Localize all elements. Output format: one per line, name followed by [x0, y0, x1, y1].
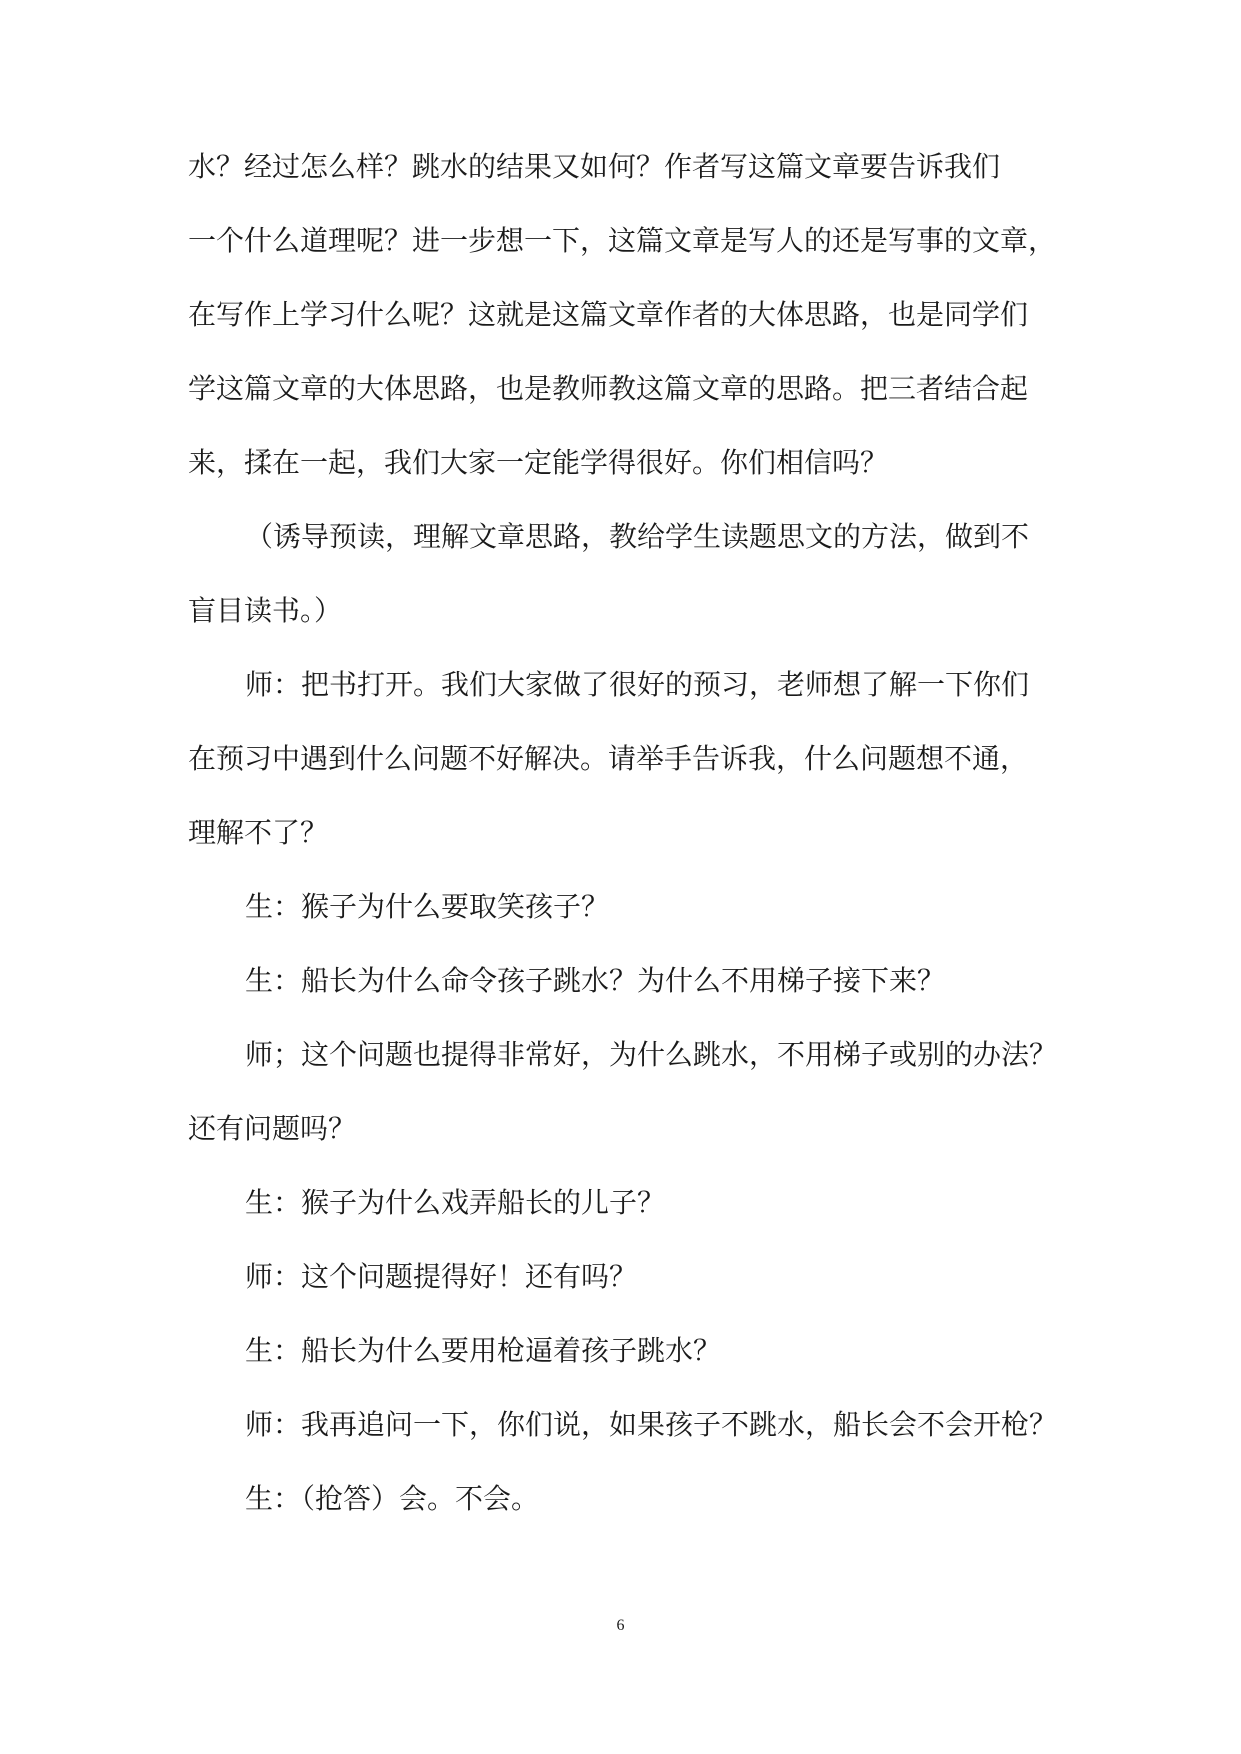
text-line: （诱导预读，理解文章思路，教给学生读题思文的方法，做到不: [245, 520, 1030, 553]
text-line: 盲目读书。）: [188, 594, 343, 627]
page-number: 6: [616, 1617, 625, 1634]
text-line: 来，揉在一起，我们大家一定能学得很好。你们相信吗？: [188, 446, 889, 479]
text-line: 生：猴子为什么戏弄船长的儿子？: [245, 1186, 666, 1219]
text-line: 师；这个问题也提得非常好，为什么跳水，不用梯子或别的办法？: [245, 1038, 1058, 1071]
text-line: 师：把书打开。我们大家做了很好的预习，老师想了解一下你们: [245, 668, 1030, 701]
text-line: 在预习中遇到什么问题不好解决。请举手告诉我，什么问题想不通，: [188, 742, 1029, 775]
text-line: 一个什么道理呢？进一步想一下，这篇文章是写人的还是写事的文章，: [188, 224, 1057, 257]
text-line: 生：猴子为什么要取笑孩子？: [245, 890, 610, 923]
text-line: 学这篇文章的大体思路，也是教师教这篇文章的思路。把三者结合起: [188, 372, 1029, 405]
text-line: 师：我再追问一下，你们说，如果孩子不跳水，船长会不会开枪？: [245, 1408, 1058, 1441]
text-line: 理解不了？: [188, 816, 329, 849]
text-line: 师：这个问题提得好！还有吗？: [245, 1260, 638, 1293]
text-line: 在写作上学习什么呢？这就是这篇文章作者的大体思路，也是同学们: [188, 298, 1029, 331]
text-line: 生：船长为什么要用枪逼着孩子跳水？: [245, 1334, 722, 1367]
text-line: 生：（抢答）会。不会。: [245, 1482, 540, 1515]
text-line: 还有问题吗？: [188, 1112, 357, 1145]
text-line: 水？经过怎么样？跳水的结果又如何？作者写这篇文章要告诉我们: [188, 150, 1001, 183]
text-line: 生：船长为什么命令孩子跳水？为什么不用梯子接下来？: [245, 964, 946, 997]
